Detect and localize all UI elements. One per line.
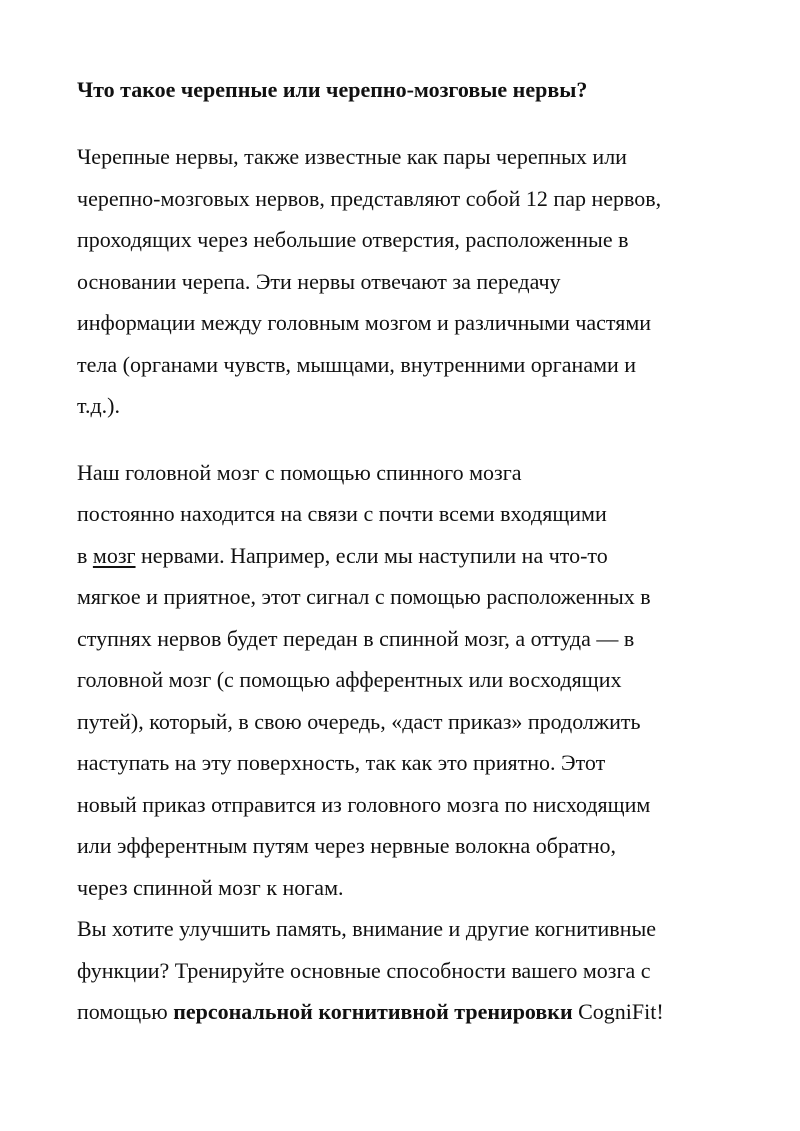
paragraph-cranial-nerves-intro: [77, 136, 727, 427]
paragraph-line: мягкое и приятное, этот сигнал с помощью расположенных в: [77, 584, 651, 609]
paragraph-line: головной мозг (с помощью афферентных или восходящих: [77, 667, 622, 692]
cta-emphasis-text: персональной когнитивной тренировки: [173, 999, 573, 1024]
paragraph-line: постоянно находится на связи с почти всеми входящими: [77, 501, 607, 526]
paragraph-line-with-link: [77, 535, 727, 577]
paragraph-line: путей), который, в свою очередь, «даст приказ» продолжить: [77, 708, 641, 734]
paragraph-line: ступнях нервов будет передан в спинной мозг, а оттуда — в: [77, 625, 635, 651]
article-heading: Что такое черепные или черепно-мозговые нервы?: [77, 77, 588, 102]
document-page: [77, 70, 727, 1033]
paragraph-line: проходящих через небольшие отверстия, расположенные в: [77, 227, 629, 252]
brain-link[interactable]: мозг: [92, 542, 136, 568]
paragraph-line: т.д.).: [77, 393, 120, 418]
cta-line: функции? Тренируйте основные способности вашего мозга с: [77, 957, 651, 983]
cta-line-with-emphasis: [77, 991, 727, 1033]
paragraph-line: новый приказ отправится из головного мозга по нисходящим: [77, 791, 651, 817]
cta-line: Вы хотите улучшить память, внимание и другие когнитивные: [77, 916, 657, 941]
line-suffix: нервами. Например, если мы наступили на что-то: [135, 542, 608, 568]
paragraph-line: черепно-мозговых нервов, представляют собой 12 пар нервов,: [77, 185, 662, 211]
paragraph-line: основании черепа. Эти нервы отвечают за передачу: [77, 268, 561, 294]
paragraph-line: наступать на эту поверхность, так как это приятно. Этот: [77, 750, 606, 775]
cta-suffix: CogniFit!: [572, 999, 664, 1024]
line-prefix: в: [77, 542, 93, 568]
paragraph-line: информации между головным мозгом и различными частями: [77, 310, 652, 335]
paragraph-line: Черепные нервы, также известные как пары черепных или: [77, 144, 627, 169]
paragraph-line: или эфферентным путям через нервные волокна обратно,: [77, 833, 616, 858]
cta-prefix: помощью: [77, 999, 174, 1024]
paragraph-line: тела (органами чувств, мышцами, внутренними органами и: [77, 351, 637, 377]
paragraph-line: Наш головной мозг с помощью спинного мозга: [77, 459, 522, 485]
paragraph-brain-communication: [77, 452, 727, 1033]
paragraph-line: через спинной мозг к ногам.: [77, 874, 344, 900]
